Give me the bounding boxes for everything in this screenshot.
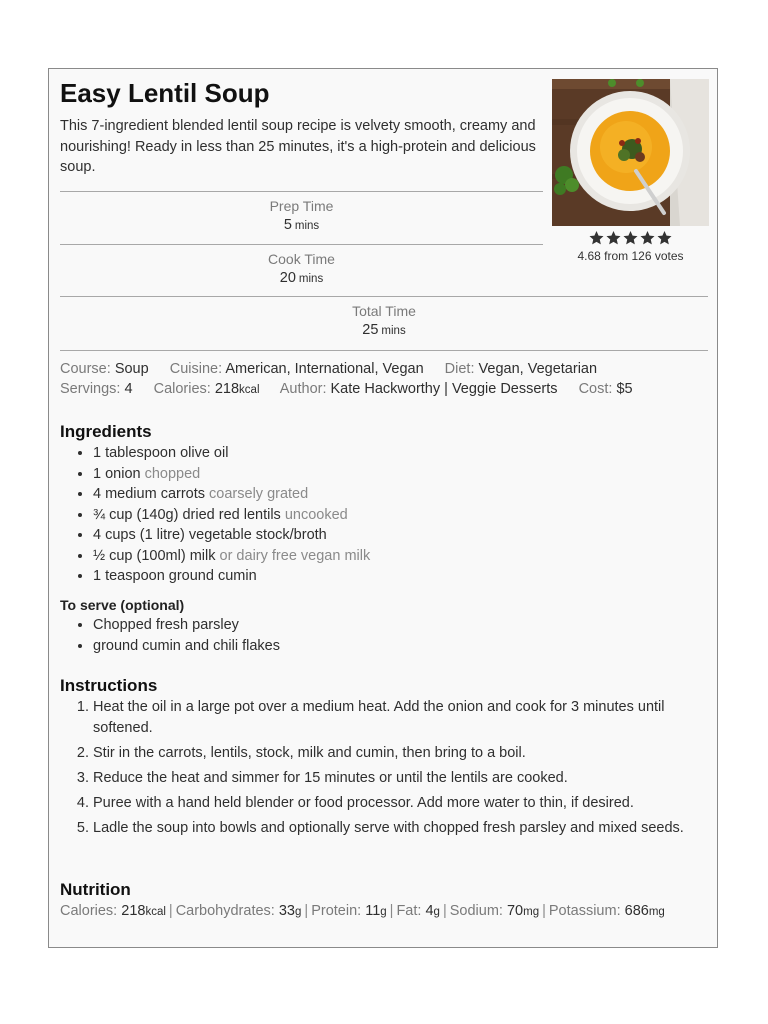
meta-cost xyxy=(579,381,633,397)
ingredient-note: or dairy free vegan milk xyxy=(219,547,371,564)
instructions-heading: Instructions xyxy=(60,676,158,695)
instruction-step: 1. Heat the oil in a large pot over a medium heat. Add the onion and cook for 3 minutes until softened. xyxy=(93,697,703,738)
nutrition-value: 11 xyxy=(365,903,381,919)
nutrition-value: 70 xyxy=(506,903,524,919)
star-icon[interactable] xyxy=(605,230,622,246)
serve-list xyxy=(60,615,280,656)
nutrition-value: 218 xyxy=(121,903,146,919)
nutrition-unit: mg xyxy=(523,906,540,918)
serve-heading: To serve (optional) xyxy=(60,597,185,613)
star-icon[interactable] xyxy=(622,230,639,246)
recipe-meta-line-2 xyxy=(60,381,650,397)
total-time-unit: mins xyxy=(381,325,406,337)
ingredient-item xyxy=(93,443,370,464)
prep-time xyxy=(60,191,543,233)
nutrition-heading: Nutrition xyxy=(60,880,131,899)
rating-votes: 4.68 from 126 votes xyxy=(577,249,684,263)
star-rating[interactable] xyxy=(552,230,709,246)
nutrition-item xyxy=(549,903,665,919)
cook-time xyxy=(60,244,543,286)
meta-calories-unit: kcal xyxy=(239,384,260,396)
prep-time-number: 5 xyxy=(283,217,292,233)
serve-item: • Chopped fresh parsley xyxy=(93,615,280,636)
meta-calories-number: 218 xyxy=(214,381,240,397)
meta-diet-label: Diet: xyxy=(444,361,475,377)
nutrition-separator: | xyxy=(442,903,447,919)
meta-servings-label: Servings: xyxy=(60,381,121,397)
meta-calories-label: Calories: xyxy=(153,381,211,397)
nutrition-unit: mg xyxy=(648,906,665,918)
nutrition-item xyxy=(311,903,386,919)
meta-cuisine-value[interactable]: American, International, Vegan xyxy=(225,361,424,377)
nutrition-separator: | xyxy=(542,903,546,919)
nutrition-item xyxy=(396,903,440,919)
meta-cuisine xyxy=(170,361,424,377)
meta-cost-label: Cost: xyxy=(578,381,613,397)
nutrition-unit: g xyxy=(295,906,302,918)
star-icon[interactable] xyxy=(656,230,673,246)
star-icon[interactable] xyxy=(639,230,656,246)
total-time-label: Total Time xyxy=(352,303,416,319)
cook-time-number: 20 xyxy=(279,270,296,286)
nutrition-unit: kcal xyxy=(145,906,166,918)
nutrition-label: Calories: xyxy=(60,903,118,919)
soup-photo[interactable] xyxy=(552,79,709,226)
serve-item: • ground cumin and chili flakes xyxy=(93,636,280,657)
ingredient-item xyxy=(93,546,370,567)
meta-cuisine-label: Cuisine: xyxy=(169,361,223,377)
meta-course xyxy=(60,361,149,377)
meta-diet xyxy=(445,361,597,377)
total-time xyxy=(60,296,708,351)
meta-course-label: Course: xyxy=(60,361,111,377)
nutrition-label: Protein: xyxy=(311,903,362,919)
instruction-step: 3. Reduce the heat and simmer for 15 minutes or until the lentils are cooked. xyxy=(93,768,703,789)
cook-time-unit: mins xyxy=(298,273,324,285)
cook-time-label: Cook Time xyxy=(268,251,335,267)
ingredient-item xyxy=(93,566,370,587)
ingredient-note: chopped xyxy=(144,465,201,482)
nutrition-unit: g xyxy=(433,906,440,918)
instruction-step: 4. Puree with a hand held blender or food processor. Add more water to thin, if desired. xyxy=(93,793,703,814)
ingredients-list xyxy=(60,443,370,587)
nutrition-label: Fat: xyxy=(396,903,422,919)
nutrition-label: Sodium: xyxy=(449,903,503,919)
nutrition-separator: | xyxy=(304,903,309,919)
cook-time-value xyxy=(60,270,543,286)
recipe-rating xyxy=(552,230,709,263)
nutrition-separator: | xyxy=(389,903,394,919)
nutrition-value: 4 xyxy=(425,903,434,919)
nutrition-separator: | xyxy=(168,903,173,919)
lentil-soup-bowl-icon xyxy=(552,79,709,226)
ingredient-note: uncooked xyxy=(284,506,348,523)
nutrition-value: 686 xyxy=(624,903,649,919)
instruction-step: 2. Stir in the carrots, lentils, stock, milk and cumin, then bring to a boil. xyxy=(93,743,703,764)
nutrition-item xyxy=(60,903,166,919)
prep-time-unit: mins xyxy=(294,220,320,232)
recipe-meta-line-1 xyxy=(60,361,614,377)
meta-cost-value: $5 xyxy=(616,381,633,397)
nutrition-unit: g xyxy=(380,906,387,918)
nutrition-label: Carbohydrates: xyxy=(175,903,275,919)
nutrition-label: Potassium: xyxy=(548,903,621,919)
prep-time-label: Prep Time xyxy=(269,198,334,214)
instruction-step: 5. Ladle the soup into bowls and optionally serve with chopped fresh parsley and mixed seeds. xyxy=(93,818,703,839)
ingredient-text: 1 tablespoon olive oil xyxy=(93,445,229,461)
ingredient-item xyxy=(93,505,370,526)
ingredient-text: 4 medium carrots xyxy=(93,486,206,502)
servings-adjuster[interactable]: 4 xyxy=(124,381,133,397)
ingredient-text: ½ cup (100ml) milk xyxy=(93,547,216,564)
ingredient-text: 1 onion xyxy=(93,465,141,482)
ingredient-text: ¾ cup (140g) dried red lentils xyxy=(93,506,281,523)
meta-author-label: Author: xyxy=(279,381,327,397)
total-time-number: 25 xyxy=(362,322,379,338)
ingredient-item xyxy=(93,484,370,505)
ingredients-heading: Ingredients xyxy=(60,422,152,441)
meta-calories-value xyxy=(215,381,260,397)
recipe-summary: This 7-ingredient blended lentil soup recipe is velvety smooth, creamy and nourishing! Ready in less than 25 minutes, it's a high-protein and delicious soup. xyxy=(60,118,536,175)
meta-course-value[interactable]: Soup xyxy=(114,361,149,377)
star-icon[interactable] xyxy=(588,230,605,246)
meta-calories xyxy=(154,381,260,397)
recipe-card xyxy=(48,68,718,948)
total-time-value xyxy=(60,322,708,338)
ingredient-item xyxy=(93,525,370,546)
nutrition-item xyxy=(176,903,302,919)
ingredient-item xyxy=(93,464,370,485)
meta-diet-value: Vegan, Vegetarian xyxy=(478,361,598,377)
ingredient-text: 1 teaspoon ground cumin xyxy=(93,568,257,584)
nutrition-value: 33 xyxy=(278,903,295,919)
recipe-title: Easy Lentil Soup xyxy=(60,78,270,108)
meta-author xyxy=(280,381,558,397)
ingredient-text: 4 cups (1 litre) vegetable stock/broth xyxy=(93,527,327,543)
ingredient-note: coarsely grated xyxy=(209,486,309,502)
instructions-list xyxy=(60,697,703,843)
prep-time-value xyxy=(60,217,543,233)
nutrition-item xyxy=(450,903,539,919)
nutrition-facts xyxy=(60,903,665,919)
meta-servings xyxy=(60,381,133,397)
meta-author-value: Kate Hackworthy | Veggie Desserts xyxy=(330,381,558,397)
